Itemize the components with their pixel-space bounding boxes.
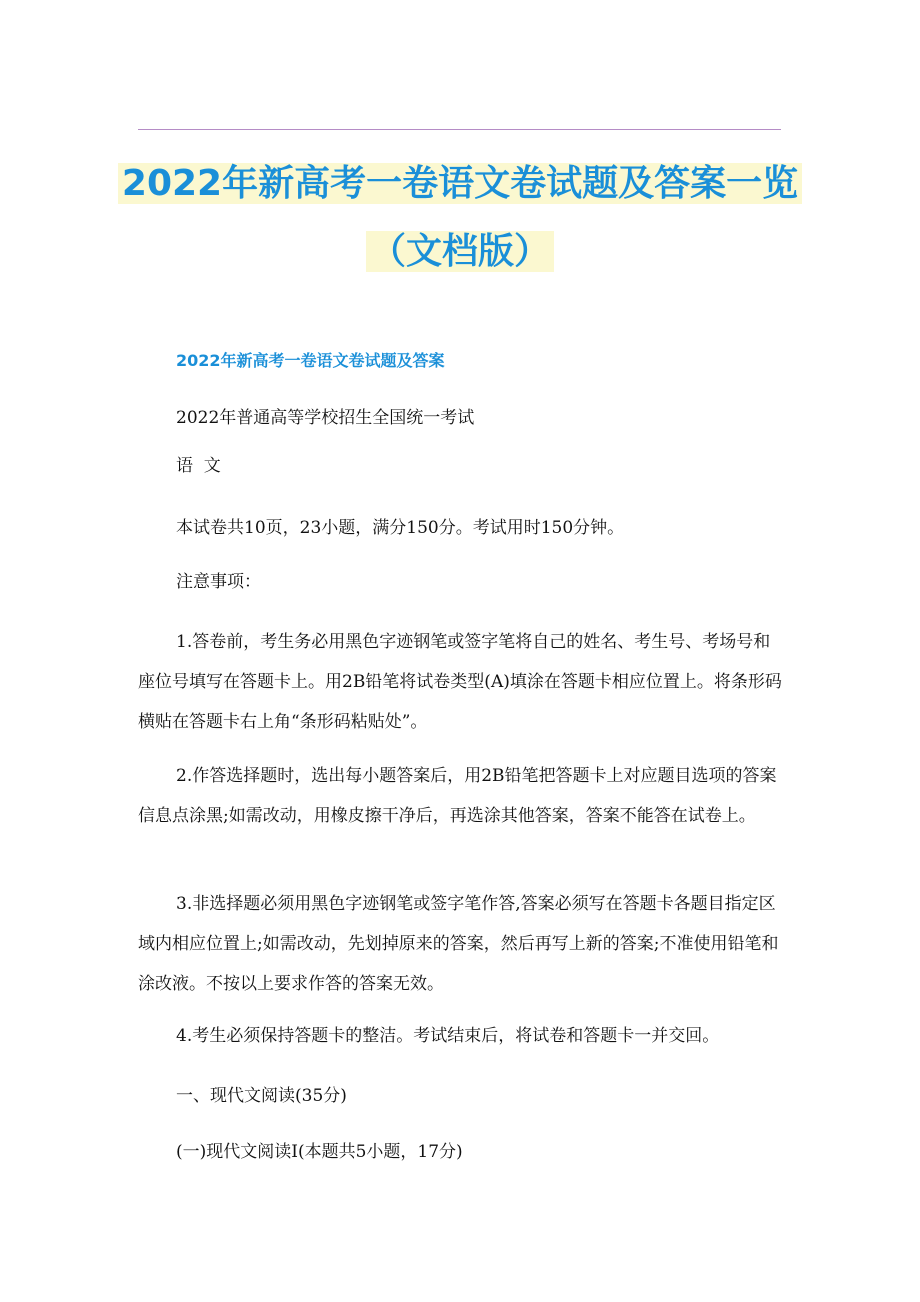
header-divider <box>138 129 781 130</box>
exam-name: 2022年普通高等学校招生全国统一考试 <box>176 408 475 428</box>
note-3: 3.非选择题必须用黑色字迹钢笔或签字笔作答,答案必须写在答题卡各题目指定区域内相应位置上;如需改动，先划掉原来的答案，然后再写上新的答案;不准使用铅笔和涂改液。不按以上要求作答的答案无效。 <box>138 894 779 994</box>
note-2: 2.作答选择题时，选出每小题答案后，用2B铅笔把答题卡上对应题目选项的答案信息点涂黑;如需改动，用橡皮擦干净后，再选涂其他答案，答案不能答在试卷上。 <box>138 766 777 826</box>
document-title-line-1: 2022年新高考一卷语文卷试题及答案一览 <box>0 160 920 208</box>
notes-heading: 注意事项： <box>176 572 261 592</box>
note-1: 1.答卷前，考生务必用黑色字迹钢笔或签字笔将自己的姓名、考生号、考场号和座位号填写在答题卡上。用2B铅笔将试卷类型(A)填涂在答题卡相应位置上。将条形码横贴在答题卡右上角“条形码粘贴处”。 <box>138 632 782 732</box>
section-one-heading: 一、现代文阅读(35分) <box>176 1086 347 1106</box>
note-4: 4.考生必须保持答题卡的整洁。考试结束后，将试卷和答题卡一并交回。 <box>176 1026 720 1046</box>
section-one-sub-heading: (一)现代文阅读Ⅰ(本题共5小题，17分) <box>176 1142 463 1162</box>
subject-name: 语 文 <box>176 456 221 476</box>
section-heading: 2022年新高考一卷语文卷试题及答案 <box>176 351 445 370</box>
exam-info: 本试卷共10页，23小题，满分150分。考试用时150分钟。 <box>176 518 625 538</box>
document-title-line-2: （文档版） <box>0 228 920 276</box>
